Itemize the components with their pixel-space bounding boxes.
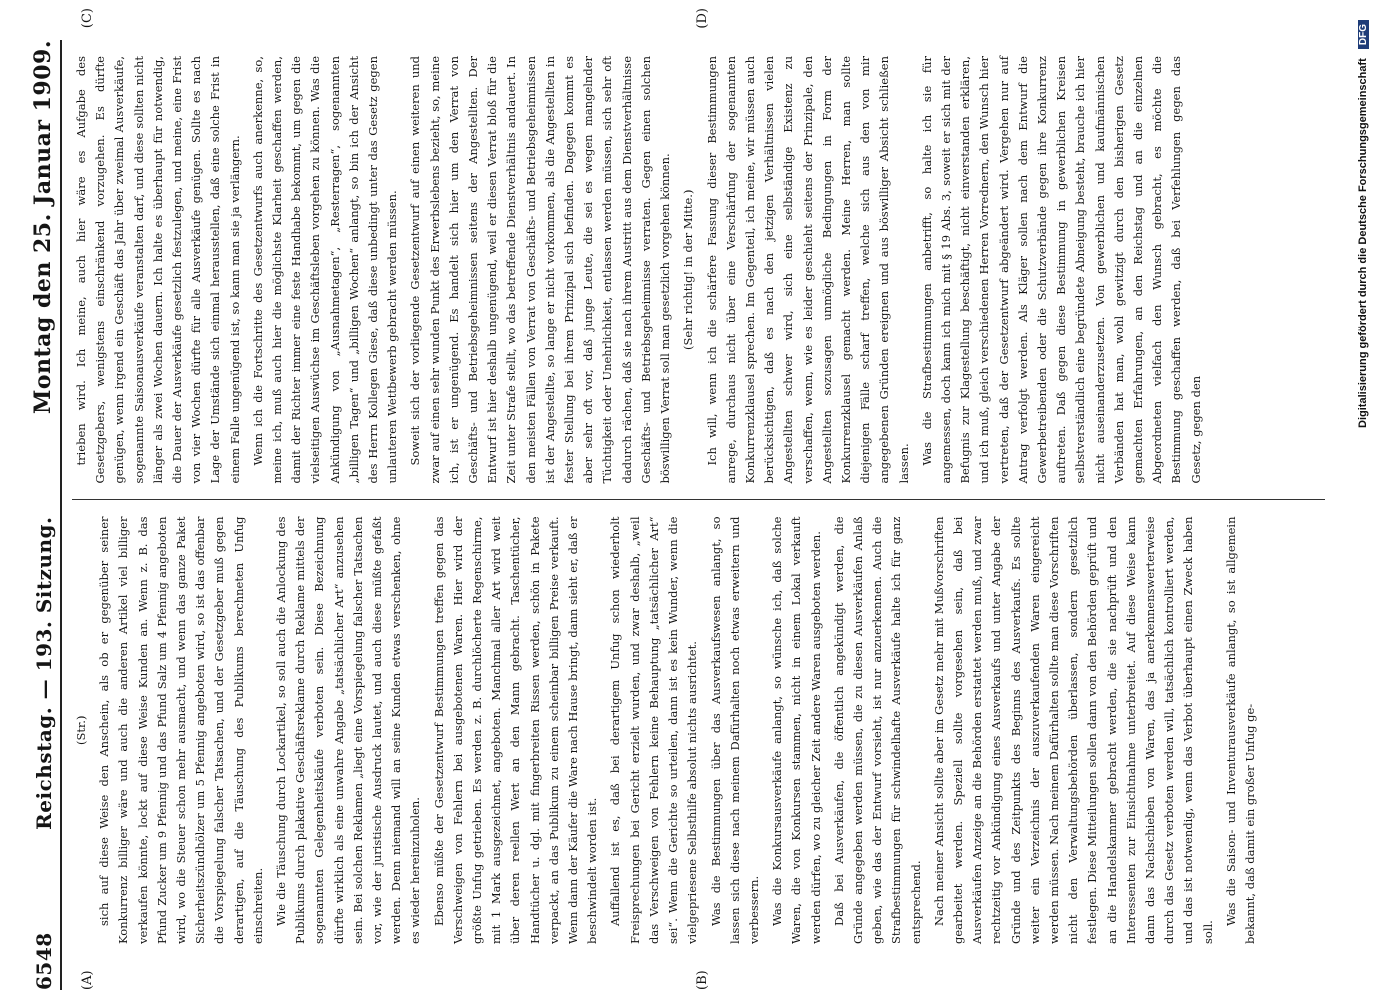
paragraph: Ebenso müßte der Gesetzentwurf Bestimmungen treffen gegen das Verschweigen von Fehlern bei ausgebotenen Waren. Hier wird der größte Unfug getrieben. Es werden z. B. durchlöcherte Regenschirme, mit 1 Mark ausgezeichnet, angeboten. Manchmal aller Art wird weit über deren reellen Wert an den Mann gebracht. Taschentücher, Handtücher u. dgl. mit fingerbreiten Rissen werden, schön in Pakete verpackt, an das Publikum zu einem scheinbar billigen Preise verkauft. Wenn dann der Käufer die Ware nach Hause bringt, dann sieht er, daß er beschwindelt worden ist.: [431, 516, 600, 944]
header-left-title: Reichstag. — 193. Sitzung.: [32, 516, 56, 830]
paragraph: (Sehr richtig! in der Mitte.): [681, 189, 696, 350]
margin-mark-c: (C): [80, 8, 95, 29]
digitization-credit: [1357, 0, 1369, 1000]
margin-mark-b: (B): [695, 970, 710, 990]
paragraph: Was die Strafbestimmungen anbetrifft, so halte ich sie für angemessen, doch kann ich mich mit § 19 Abs. 3, soweit er sich mit der Befugnis zur Klagestellung beschäftigt, nicht einverstanden erklären, und ich muß, gleich verschiedenen Herren Vorrednern, den Wunsch hier vertreten, daß der Gesetzentwurf abgeändert wird. Vergehen nur auf Antrag verfolgt werden. Als Kläger sollen nach dem Entwurf die Gewerbetreibenden oder die Schutzverbände gegen ihre Konkurrenz auftreten. Daß gegen diese Bestimmung in gewerblichen Kreisen selbstverständlich eine begründete Abneigung besteht, brauche ich hier nicht auseinanderzusetzen. Von gewerblichen und kaufmännischen Verbänden hat man, wohl gewitzigt durch den bisherigen Gesetz gemachten Erfahrungen, an den Reichstag und an die einzelnen Abgeordneten vielfach den Wunsch gebracht, es möchte die Bestimmung geschaffen werden, daß bei Verfehlungen gegen das Gesetz, gegen den: [919, 56, 1203, 484]
left-column: [72, 500, 1325, 961]
credit-text: Digitalisierung gefördert durch die Deutsche Forschungsgemeinschaft: [1357, 58, 1369, 428]
page-number: 6548: [32, 932, 56, 990]
paragraph: Was die Konkursausverkäufe anlangt, so wünsche ich, daß solche Waren, die von Konkursen stammen, nicht in einem Lokal verkauft werden dürfen, wo zu gleicher Zeit andere Waren ausgeboten werden.: [770, 516, 823, 944]
paragraph: Was die Saison- und Inventurausverkäufe anlangt, so ist allgemein bekannt, daß damit ein großer Unfug ge-: [1223, 516, 1257, 944]
text-columns: [72, 40, 1325, 960]
dfg-logo: DFG: [1358, 20, 1369, 49]
header-right-title: Montag den 25. Januar 1909.: [30, 40, 56, 415]
right-column: [72, 40, 1325, 500]
paragraph: Was die Bestimmungen über das Ausverkaufswesen anlangt, so lassen sich diese nach meinem Dafürhalten noch etwas erweitern und verbessern.: [708, 516, 761, 944]
margin-mark-a: (A): [80, 970, 95, 990]
margin-mark-d: (D): [695, 8, 710, 29]
paragraph: (Str.): [74, 715, 88, 745]
page-header: [16, 40, 56, 990]
paragraph: Auffallend ist es, daß bei derartigem Unfug schon wiederholt Freisprechungen bei Gericht erzielt wurden, und zwar deshalb, „weil das Verschweigen von Fehlern keine Behauptung „tatsächlicher Art“ sei“. Wenn die Gerichte so urteilen, dann ist es kein Wunder, wenn die vielgepriesene Selbsthilfe absolut nichts ausrichtet.: [608, 516, 700, 944]
paragraph: Wie die Täuschung durch Lockartikel, so soll auch die Anlockung des Publikums durch plakative Geschäftsreklame durch Reklame mittels der sogenannten Gelegenheitskäufe verboten sein. Diese Bezeichnung dürfte wirklich als eine unwahre Angabe „tatsächlicher Art“ anzusehen sein. Bei solchen Reklamen „liegt eine Vorspiegelung falscher Tatsachen vor, wie der juristische Ausdruck lautet, und auch diese müßte gefaßt werden. Denn niemand will an seine Kunden etwas verschenken, ohne es wieder hereinzuholen.: [274, 516, 423, 944]
header-rule: [60, 40, 62, 990]
paragraph: Soweit sich der vorliegende Gesetzentwurf auf einen weiteren und zwar auf einen sehr wunden Punkt des Erwerbslebens bezieht, so, meine ich, ist er ungenügend. Es handelt sich hier um den Verrat von Geschäfts- und Betriebsgeheimnissen seitens der Angestellten. Der Entwurf ist hier deshalb ungenügend, weil er diesen Verrat bloß für die Zeit unter Strafe stellt, wo das betreffende Dienstverhältnis andauert. In den meisten Fällen von Verrat von Geschäfts- und Betriebsgeheimnissen ist der Angestellte, so lange er nicht vorkommen, als die Angestellten in fester Stellung bei ihrem Prinzipal sich befinden. Dagegen kommt es aber sehr oft vor, daß junge Leute, die sei es wegen mangelnder Tüchtigkeit oder Unehrlichkeit, entlassen werden müssen, sich sehr oft dadurch rächen, daß sie nach ihrem Austritt aus dem Dienstverhältnisse Geschäfts- und Betriebsgeheimnisse verraten. Gegen einen solchen böswilligen Verrat soll man gesetzlich vorgehen können.: [408, 56, 673, 484]
paragraph: Daß bei Ausverkäufen, die öffentlich angekündigt werden, die Gründe angegeben werden müssen, die zu diesen Ausverkäufen Anlaß geben, wie das der Entwurf vorsieht, ist nur anzuerkennen. Auch die Strafbestimmungen für schwindelhafte Ausverkäufe halte ich für ganz entsprechend.: [831, 516, 923, 944]
paragraph: Ich will, wenn ich die schärfere Fassung dieser Bestimmungen anrege, durchaus nicht über eine Verschärfung der sogenannten Konkurrenzklausel sprechen. Im Gegenteil, ich meine, wir müssen auch berücksichtigen, daß es nach den jetzigen Verhältnissen vielen Angestellten schwer wird, sich eine selbständige Existenz zu verschaffen, wenn, wie es leider geschieht seitens der Prinzipale, den Angestellten sozusagen unmögliche Bedingungen in Form der Konkurrenzklausel gemacht werden. Meine Herren, man sollte diejenigen Fälle scharf treffen, welche sich aus den von mir angegebenen Gründen ereignen und aus böswilliger Absicht schließen lassen.: [704, 56, 911, 484]
paragraph: sich auf diese Weise den Anschein, als ob er gegenüber seiner Konkurrenz billiger wäre und auch die anderen Artikel viel billiger verkaufen könnte, lockt auf diese Weise Kunden an. Wenn z. B. das Pfund Zucker um 9 Pfennig und das Pfund Salz um 4 Pfennig angeboten wird, wo die Steuer schon mehr ausmacht, und wenn das ganze Paket Sicherheitszündhölzer um 5 Pfennig angeboten wird, so ist das offenbar die Vorspiegelung falscher Tatsachen, und der Gesetzgeber muß gegen derartigen, auf die Täuschung des Publikums berechneten Unfug einschreiten.: [97, 516, 265, 944]
paragraph: Wenn ich die Fortschritte des Gesetzentwurfs auch anerkenne, so, meine ich, muß auch hier die möglichste Klarheit geschaffen werden, damit der Richter immer eine feste Handhabe bekommt, um gegen die vielseitigen Auswüchse im Geschäftsleben vorgehen zu können. Was die Ankündigung von „Ausnahmetagen“, „Resterragen“, sogenannten „billigen Tagen“ und „billigen Wochen“ anlangt, so bin ich der Ansicht des Herrn Kollegen Giese, daß diese unbedingt unter das Gesetz gegen unlauteren Wettbewerb gebracht werden müssen.: [250, 56, 400, 484]
paragraph: Nach meiner Ansicht sollte aber im Gesetz mehr mit Mußvorschriften gearbeitet werden. Speziell sollte vorgesehen sein, daß bei Ausverkäufen Anzeige an die Behörden erstattet werden muß, und zwar rechtzeitig vor Ankündigung eines Ausverkaufs und unter Angabe der Gründe und des Zeitpunkts des Beginns des Ausverkaufs. Es sollte weiter ein Verzeichnis der auszuverkaufenden Waren eingereicht werden müssen. Nach meinem Dafürhalten sollte man diese Vorschriften nicht den Verwaltungsbehörden überlassen, sondern gesetzlich festlegen. Diese Mitteilungen sollen dann von den Behörden geprüft und an die Handelskammer gebracht werden, die sie nachprüft und den Interessenten zur Einsichtnahme unterbreitet. Auf diese Weise kann dann das Nachschieben von Waren, das ja anerkennenswerterweise durch das Gesetz verboten werden will, tatsächlich kontrolliert werden, und das ist notwendig, wenn das Verbot überhaupt einen Zweck haben soll.: [931, 516, 1215, 944]
paragraph: trieben wird. Ich meine, auch hier wäre es Aufgabe des Gesetzgebers, wenigstens einschränkend vorzugehen. Es dürfte genügen, wenn irgend ein Geschäft das Jahr über zweimal Ausverkäufe, sogenannte Saisonausverkäufe veranstalten darf, und diese sollten nicht länger als zwei Wochen dauern. Ich halte es überhaupt für notwendig, die Dauer der Ausverkäufe gesetzlich festzulegen, und meine, eine Frist von vier Wochen dürfte für alle Ausverkäufe genügen. Sollte es nach Lage der Umstände sich einmal herausstellen, daß eine solche Frist in einem Falle ungenügend ist, so kann man sie ja verlängern.: [74, 56, 242, 484]
